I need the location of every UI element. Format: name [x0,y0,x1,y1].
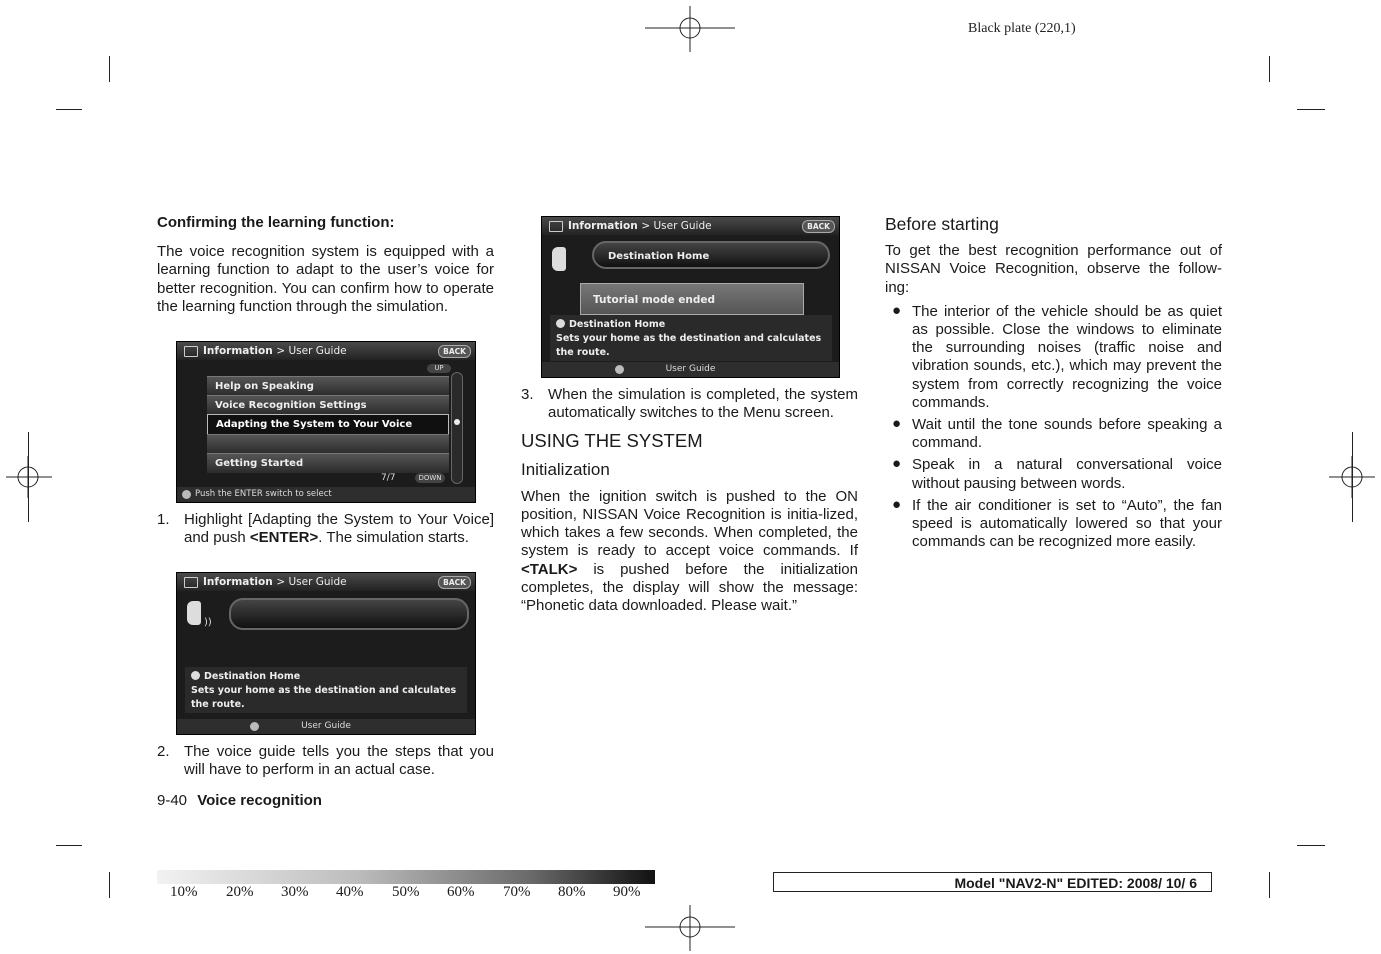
density-label: 60% [447,884,475,900]
info-icon [182,490,191,499]
scroll-thumb[interactable] [454,419,460,425]
bullet-item: ● If the air conditioner is set to “Auto”, the fan speed is automatically lowered so that your commands can be recognized more easily. [892,495,1222,551]
density-label: 50% [392,884,420,900]
info-panel: Destination Home Sets your home as the destination and calculates the route. [550,315,832,361]
voice-head-icon [552,247,566,271]
crop-mark [1297,845,1325,846]
density-label: 10% [170,884,198,900]
info-icon [556,319,565,328]
step-number: 1. [157,511,170,528]
menu-item[interactable]: Voice Recognition Settings [207,395,449,415]
menu-item[interactable]: Help on Speaking [207,376,449,396]
registration-target-bottom [645,905,735,951]
up-button[interactable]: UP [427,364,451,373]
bullet-item: ● The interior of the vehicle should be as quiet as possible. Close the windows to eliminate the surrounding noises (traffic noise and vibration sounds, etc.), which may prevent the system from correctly recognizing the voice commands. [892,301,1222,411]
section-heading: USING THE SYSTEM [521,430,703,452]
bullet-item: ● Speak in a natural conversational voice without pausing between words. [892,455,1222,492]
screen-header: Information > User Guide BACK [177,573,475,591]
crop-mark [56,109,82,110]
voice-head-icon [187,601,201,625]
crop-mark [1269,56,1270,82]
screen-voice-guide [176,572,476,735]
crop-mark [1269,872,1270,898]
crop-mark [109,56,110,82]
book-icon [549,221,563,232]
screen-tutorial-ended [541,216,840,378]
page-title: Voice recognition [197,792,322,809]
bullet-icon: ● [892,415,902,433]
initialization-paragraph: When the ignition switch is pushed to the ON position, NISSAN Voice Recognition is initia-lized, which takes a few seconds. When completed, the system is ready to accept voice commands. If <TALK> is pushed before the initialization completes, the display will show the message: “Phonetic data downloaded. Please wait.” [521,487,858,615]
back-button[interactable]: BACK [802,220,835,233]
density-label: 40% [336,884,364,900]
menu-item-empty[interactable] [207,434,449,454]
step-number: 2. [157,743,170,760]
screen-user-guide-menu [176,341,476,503]
info-icon [250,722,259,731]
section-heading: Before starting [885,214,999,234]
column-left [157,214,494,316]
enter-key: <ENTER> [249,529,319,547]
registration-target-left [6,456,52,498]
page-footer [157,792,322,809]
subsection-heading: Initialization [521,459,610,479]
screen-footer: User Guide [177,719,475,734]
column-right [885,215,1222,555]
plate-label: Black plate (220,1) [968,21,1076,36]
density-label: 30% [281,884,309,900]
book-icon [184,577,198,588]
tutorial-popup: Tutorial mode ended [580,283,804,315]
down-button[interactable]: DOWN [415,473,445,483]
scrollbar[interactable] [451,372,463,484]
bullet-icon: ● [892,455,902,473]
screen-footer: Push the ENTER switch to select [177,487,475,502]
bullet-icon: ● [892,301,902,319]
menu-item[interactable]: Getting Started [207,453,449,473]
info-icon [615,365,624,374]
talk-key: <TALK> [521,560,578,578]
page-number: 9-40 [157,792,188,809]
menu-item-selected[interactable]: Adapting the System to Your Voice [207,414,449,435]
screen-footer: User Guide [542,362,839,377]
voice-bar [229,598,469,630]
density-label: 70% [503,884,531,900]
info-icon [191,671,200,680]
back-button[interactable]: BACK [438,345,471,358]
column-middle [521,386,858,615]
page-indicator: 7/7 [381,473,396,483]
registration-target-right [1329,456,1375,498]
back-button[interactable]: BACK [438,576,471,589]
intro-paragraph: The voice recognition system is equipped with a learning function to adapt to the user’s voice for better recognition. You can confirm how to operate the learning function through the simulation. [157,243,494,315]
book-icon [184,346,198,357]
model-edited-box: Model "NAV2-N" EDITED: 2008/ 10/ 6 [773,872,1212,892]
density-label: 80% [558,884,586,900]
crop-mark [56,845,82,846]
screen-header: Information > User Guide BACK [542,217,839,235]
bullet-icon: ● [892,495,902,513]
subsection-heading: Confirming the learning function: [157,214,395,231]
info-panel: Destination Home Sets your home as the destination and calculates the route. [185,667,467,713]
crop-mark [1297,109,1325,110]
crop-mark [109,872,110,898]
density-label: 20% [226,884,254,900]
density-scale-bar [157,870,655,884]
registration-target-top [645,6,735,52]
destination-bar: Destination Home [592,241,830,269]
screen-header: Information > User Guide BACK [177,342,475,360]
sound-waves-icon: )) [204,617,212,628]
step-1: 1. Highlight [Adapting the System to Your Voice] and push <ENTER>. The simulation starts. [157,511,494,547]
bullet-item: ● Wait until the tone sounds before speaking a command. [892,415,1222,452]
step-3: 3. When the simulation is completed, the system automatically switches to the Menu screen. [521,386,858,422]
intro-paragraph: To get the best recognition performance out of NISSAN Voice Recognition, observe the follow-ing: [885,242,1222,296]
density-label: 90% [613,884,641,900]
step-2: 2. The voice guide tells you the steps that you will have to perform in an actual case. [157,743,494,779]
step-number: 3. [521,386,534,403]
